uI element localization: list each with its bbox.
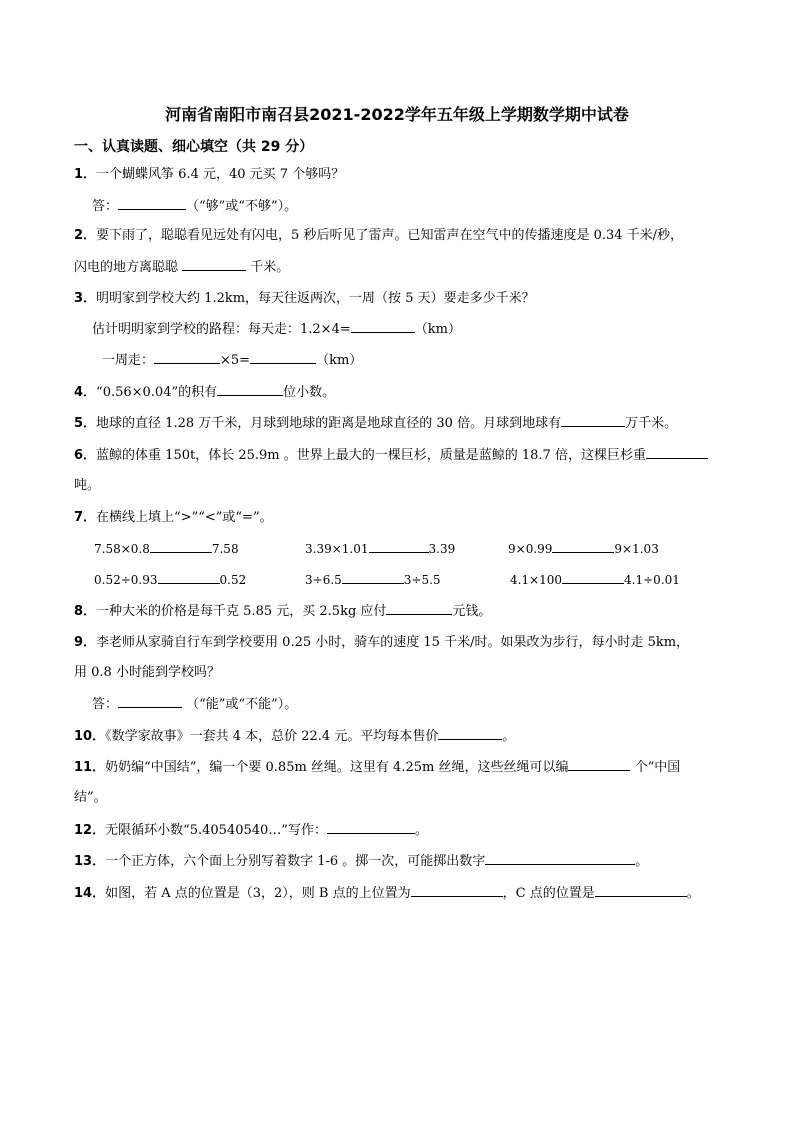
question-number: 11． [74, 760, 106, 775]
question-text: 如图，若 A 点的位置是（3，2），则 B 点的上位置为 [105, 886, 411, 901]
question-13 [74, 851, 648, 872]
unit-label: （km） [414, 322, 461, 337]
question-text: 地球的直径 1.28 万千米，月球到地球的距离是地球直径的 30 倍。月球到地球有 [96, 416, 562, 431]
question-text: 要下雨了，聪聪看见远处有闪电，5 秒后听见了雷声。已知雷声在空气中的传播速度是 0.34 千米/秒， [96, 228, 684, 243]
question-text: 明明家到学校大约 1.2km，每天往返两次，一周（按 5 天）要走多少千米？ [96, 291, 535, 306]
unit-label: （km） [316, 353, 363, 368]
question-text: 《数学家故事》一套共 4 本，总价 22.4 元。平均每本售价 [105, 729, 439, 744]
question-number: 4． [74, 385, 97, 400]
answer-blank[interactable] [351, 319, 415, 333]
question-text: 。 [502, 729, 516, 744]
question-3-line3 [102, 350, 362, 371]
compare-left: 0.52÷0.93 [94, 573, 158, 587]
compare-blank[interactable] [562, 570, 624, 584]
question-2 [74, 226, 683, 246]
question-number: 7． [74, 510, 97, 525]
compare-item [305, 570, 441, 590]
question-3 [74, 289, 535, 309]
question-text: 个“中国 [634, 760, 681, 775]
question-text: 一个蝴蝶风筝 6.4 元，40 元买 7 个够吗？ [96, 167, 345, 182]
answer-blank[interactable] [118, 196, 186, 210]
compare-item [94, 539, 239, 559]
compare-left: 7.58×0.8 [94, 542, 150, 556]
answer-blank[interactable] [646, 445, 708, 459]
answer-blank[interactable] [568, 757, 630, 771]
question-number: 9． [74, 635, 97, 650]
question-number: 8． [74, 604, 97, 619]
compare-blank[interactable] [150, 539, 212, 553]
question-9 [74, 633, 689, 653]
question-text: 用 0.8 小时能到学校吗？ [74, 665, 220, 680]
question-text: 结”。 [74, 790, 107, 805]
question-text: 在横线上填上“>”“<”或“=”。 [96, 510, 273, 525]
question-12 [74, 820, 428, 841]
question-text: ×5= [220, 353, 251, 368]
question-11 [74, 757, 680, 778]
question-4 [74, 382, 335, 403]
compare-right: 3.39 [428, 542, 456, 556]
compare-blank[interactable] [342, 570, 404, 584]
question-11-line2 [74, 788, 107, 808]
answer-blank[interactable] [595, 883, 687, 897]
unit-label: 吨。 [74, 478, 101, 493]
question-text: 。 [686, 886, 700, 901]
compare-left: 3.39×1.01 [305, 542, 369, 556]
question-9-line2 [74, 663, 220, 683]
answer-blank[interactable] [411, 883, 503, 897]
question-text: 一个正方体，六个面上分别写着数字 1-6 。掷一次，可能掷出数字 [105, 854, 486, 869]
answer-blank[interactable] [438, 726, 502, 740]
question-text: 一周走： [102, 353, 155, 368]
question-2-line2 [74, 257, 289, 278]
question-1 [74, 165, 344, 185]
compare-right: 0.52 [219, 573, 247, 587]
question-text: 。 [414, 823, 428, 838]
question-number: 6． [74, 448, 97, 463]
answer-blank[interactable] [217, 382, 283, 396]
question-text: 蓝鲸的体重 150t，体长 25.9m 。世界上最大的一棵巨杉，质量是蓝鲸的 18.7 倍，这棵巨杉重 [96, 448, 646, 463]
question-text: 位小数。 [283, 385, 336, 400]
question-14 [74, 883, 700, 904]
compare-left: 3÷6.5 [305, 573, 342, 587]
question-8 [74, 601, 491, 622]
question-6-line2 [74, 476, 100, 496]
answer-blank[interactable] [154, 350, 220, 364]
question-text: ，C 点的位置是 [502, 886, 595, 901]
question-text: 李老师从家骑自行车到学校要用 0.25 小时，骑车的速度 15 千米/时。如果改为步行，每小时走 5km， [96, 635, 690, 650]
question-text: 千米。 [250, 260, 290, 275]
question-number: 10． [74, 729, 106, 744]
question-number: 3． [74, 291, 97, 306]
question-6 [74, 445, 708, 466]
answer-blank[interactable] [327, 820, 415, 834]
question-number: 5． [74, 416, 97, 431]
question-3-line2 [92, 319, 461, 340]
compare-item [305, 539, 455, 559]
answer-blank[interactable] [386, 601, 452, 615]
compare-right: 9×1.03 [614, 542, 659, 556]
page-title: 河南省南阳市南召县2021-2022学年五年级上学期数学期中试卷 [165, 105, 629, 124]
question-number: 1． [74, 167, 97, 182]
compare-right: 3÷5.5 [403, 573, 441, 587]
section-heading: 一、认真读题、细心填空（共 29 分） [74, 139, 314, 155]
question-text: 闪电的地方离聪聪 [74, 260, 179, 275]
answer-blank[interactable] [485, 851, 635, 865]
question-number: 13． [74, 854, 106, 869]
question-text: 万千米。 [625, 416, 678, 431]
answer-hint: （“够”或“不够”）。 [186, 199, 298, 214]
compare-item [510, 570, 680, 590]
compare-blank[interactable] [552, 539, 614, 553]
question-1-answer [92, 196, 297, 217]
answer-blank[interactable] [118, 694, 182, 708]
answer-prefix: 答： [92, 199, 119, 214]
question-text: 估计明明家到学校的路程：每天走：1.2×4= [92, 322, 351, 337]
question-text: 无限循环小数“5.40540540…”写作： [105, 823, 327, 838]
compare-blank[interactable] [369, 539, 429, 553]
question-9-answer [92, 694, 297, 715]
compare-right: 7.58 [211, 542, 239, 556]
answer-blank[interactable] [250, 350, 316, 364]
question-text: 一种大米的价格是每千克 5.85 元，买 2.5kg 应付 [96, 604, 387, 619]
compare-item [508, 539, 659, 559]
question-text: 。 [635, 854, 649, 869]
question-number: 12． [74, 823, 106, 838]
answer-blank[interactable] [561, 413, 625, 427]
compare-left: 4.1×100 [510, 573, 563, 587]
compare-blank[interactable] [158, 570, 220, 584]
question-text: 元钱。 [452, 604, 492, 619]
answer-blank[interactable] [182, 257, 246, 271]
question-number: 2． [74, 228, 97, 243]
answer-hint: （“能”或“不能”）。 [186, 697, 298, 712]
question-text: “0.56×0.04”的积有 [96, 385, 218, 400]
question-7 [74, 508, 273, 528]
compare-item [94, 570, 246, 590]
answer-prefix: 答： [92, 697, 119, 712]
question-5 [74, 413, 677, 434]
question-10 [74, 726, 515, 747]
question-text: 奶奶编“中国结”，编一个要 0.85m 丝绳。这里有 4.25m 丝绳，这些丝绳可以编 [105, 760, 569, 775]
question-number: 14． [74, 886, 106, 901]
compare-right: 4.1÷0.01 [624, 573, 680, 587]
compare-left: 9×0.99 [508, 542, 553, 556]
